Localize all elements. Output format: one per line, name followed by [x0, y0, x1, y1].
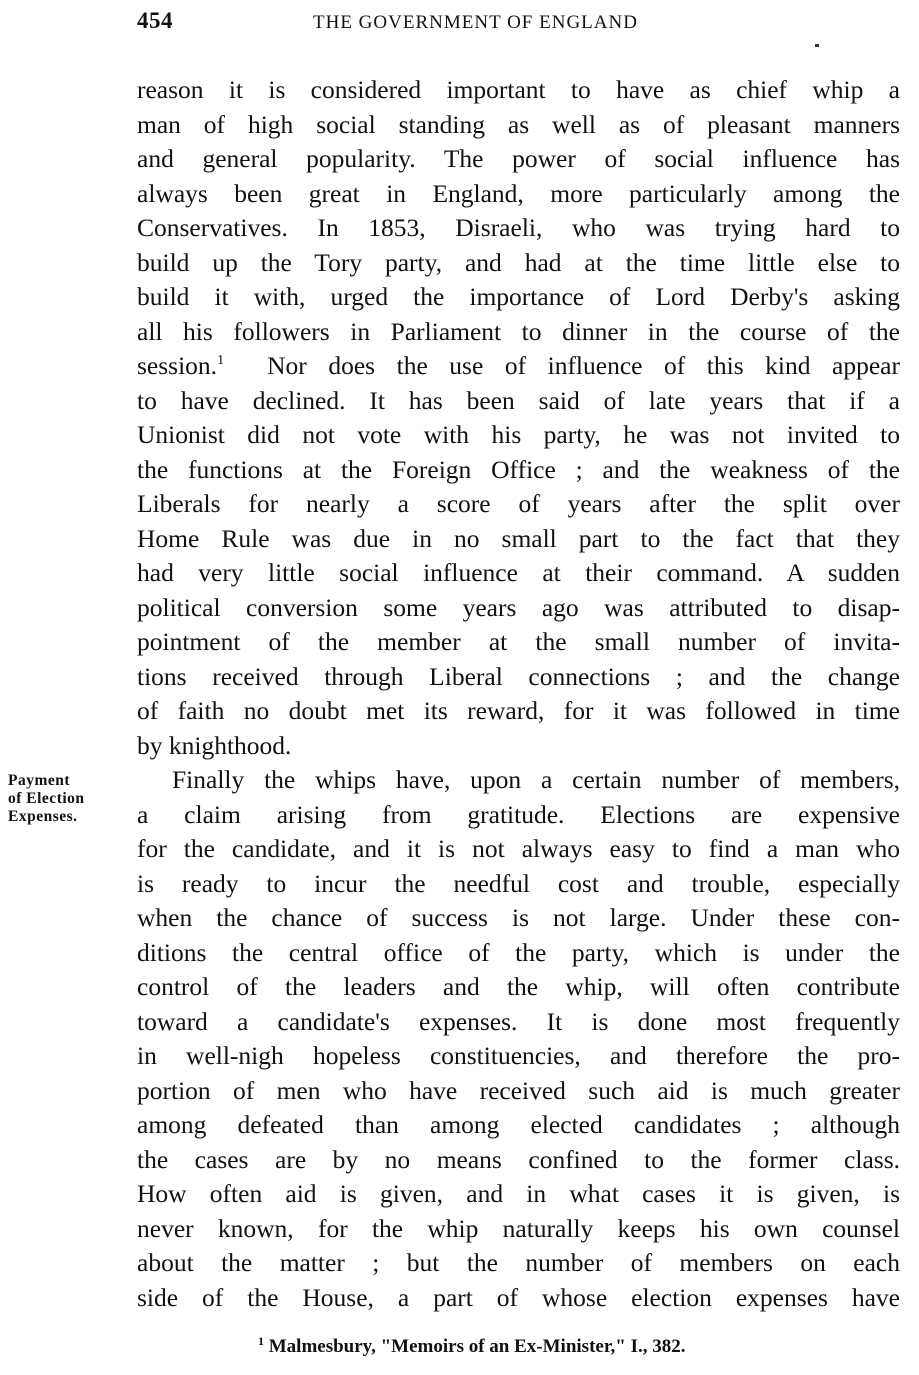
text-line: man of high social standing as well as of pleasant manners [137, 110, 900, 139]
footnote-text: Malmesbury, "Memoirs of an Ex-Minister," I., 382. [268, 1336, 686, 1357]
text-line: portion of men who have received such aid is much greater [137, 1076, 900, 1105]
text-line: side of the House, a part of whose election expenses have [137, 1283, 900, 1312]
text-line: in well-nigh hopeless constituencies, and therefore the pro- [137, 1041, 900, 1070]
text-line: Conservatives. In 1853, Disraeli, who was trying hard to [137, 213, 900, 242]
margin-note-line: Payment [8, 772, 71, 789]
footnote-marker: 1 [258, 1334, 264, 1348]
text-line: tions received through Liberal connections ; and the change [137, 662, 900, 691]
text-line: a claim arising from gratitude. Elections are expensive [137, 800, 900, 829]
page-number: 454 [137, 8, 173, 33]
text-line: the cases are by no means confined to the former class. [137, 1145, 900, 1174]
text-line: reason it is considered important to have as chief whip a [137, 75, 900, 104]
text-line: never known, for the whip naturally keeps his own counsel [137, 1214, 900, 1243]
text-line: for the candidate, and it is not always easy to find a man who [137, 834, 900, 863]
text-line: by knighthood. [137, 731, 292, 760]
text-line: Home Rule was due in no small part to the fact that they [137, 524, 900, 553]
margin-note-line: Expenses. [8, 808, 78, 825]
text-fragment: Nor does the use of influence of this kind appear [267, 351, 900, 380]
text-line: Finally the whips have, upon a certain number of members, [172, 765, 900, 794]
text-line: had very little social influence at their command. A sudden [137, 558, 900, 587]
margin-note [8, 772, 85, 826]
text-line: all his followers in Parliament to dinner in the course of the [137, 317, 900, 346]
text-line: about the matter ; but the number of members on each [137, 1248, 900, 1277]
text-line: and general popularity. The power of social influence has [137, 144, 900, 173]
text-line: build it with, urged the importance of Lord Derby's asking [137, 282, 900, 311]
text-line: of faith no doubt met its reward, for it was followed in time [137, 696, 900, 725]
text-line: How often aid is given, and in what cases it is given, is [137, 1179, 900, 1208]
footnote-reference: 1 [217, 353, 225, 368]
text-line [137, 349, 900, 383]
text-line: control of the leaders and the whip, will often contribute [137, 972, 900, 1001]
text-line: among defeated than among elected candidates ; although [137, 1110, 900, 1139]
text-line: toward a candidate's expenses. It is done most frequently [137, 1007, 900, 1036]
text-fragment: session. [137, 351, 218, 380]
text-line: when the chance of success is not large. Under these con- [137, 903, 900, 932]
text-line: the functions at the Foreign Office ; and the weakness of the [137, 455, 900, 484]
print-speck [815, 44, 819, 47]
text-line: always been great in England, more particularly among the [137, 179, 900, 208]
text-line: Liberals for nearly a score of years after the split over [137, 489, 900, 518]
text-line: political conversion some years ago was attributed to disap- [137, 593, 900, 622]
text-line: pointment of the member at the small number of invita- [137, 627, 900, 656]
running-head: THE GOVERNMENT OF ENGLAND [313, 12, 638, 33]
text-line: is ready to incur the needful cost and trouble, especially [137, 869, 900, 898]
text-line: Unionist did not vote with his party, he was not invited to [137, 420, 900, 449]
text-line: to have declined. It has been said of late years that if a [137, 386, 900, 415]
margin-note-line: of Election [8, 790, 85, 807]
footnote [258, 1336, 685, 1358]
text-line: ditions the central office of the party, which is under the [137, 938, 900, 967]
text-line: build up the Tory party, and had at the time little else to [137, 248, 900, 277]
